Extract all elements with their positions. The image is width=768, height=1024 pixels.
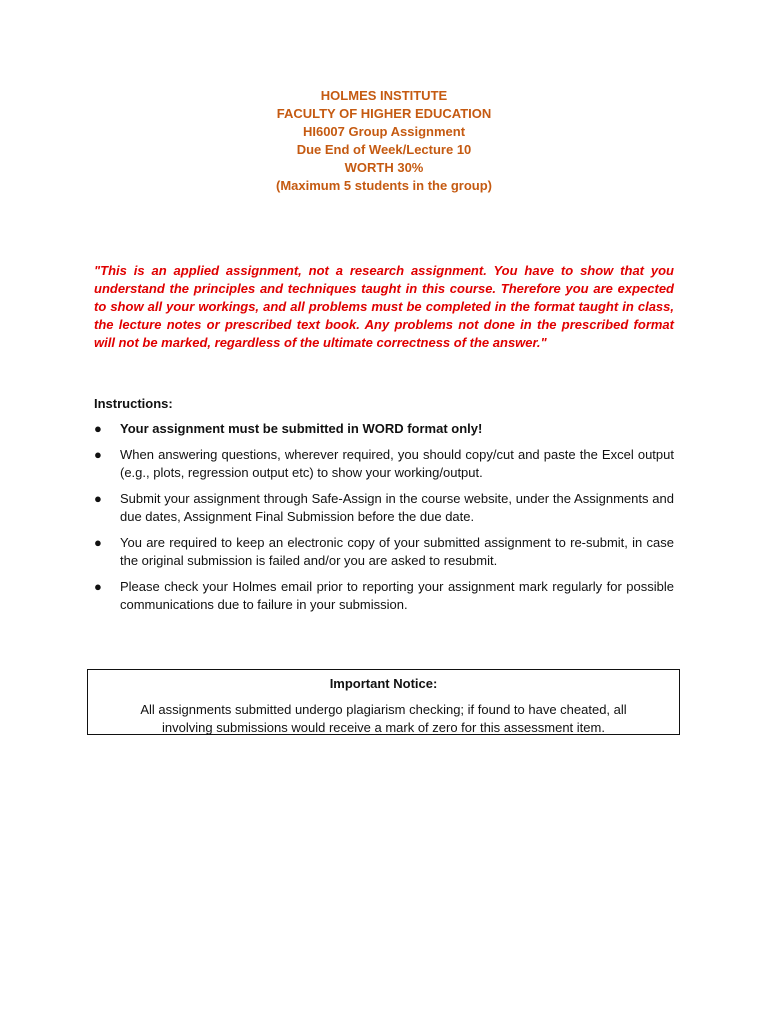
bullet-icon: ● <box>94 447 102 462</box>
applied-assignment-quote: "This is an applied assignment, not a research assignment. You have to show that you understand the principles and techniques taught in this course. Therefore you are expected to show all your workings, and all problems must be completed in the format taught in class, the lecture notes or prescribed text book. Any problems not done in the prescribed format will not be marked, regardless of the ultimate correctness of the answer." <box>94 263 674 350</box>
instructions-section <box>94 395 674 622</box>
instruction-item <box>94 534 674 570</box>
notice-title: Important Notice: <box>329 676 438 691</box>
notice-body: All assignments submitted undergo plagiarism checking; if found to have cheated, all involving submissions would receive a mark of zero for this assessment item. <box>140 702 627 735</box>
document-header <box>94 87 674 195</box>
instruction-text: Submit your assignment through Safe-Assign in the course website, under the Assignments and due dates, Assignment Final Submission before the due date. <box>120 491 674 524</box>
instructions-list <box>94 420 674 614</box>
group-size-note: (Maximum 5 students in the group) <box>276 178 492 193</box>
assignment-weight: WORTH 30% <box>344 160 424 175</box>
instruction-item <box>94 446 674 482</box>
assignment-title: HI6007 Group Assignment <box>302 124 466 139</box>
instructions-title: Instructions: <box>94 396 173 411</box>
bullet-icon: ● <box>94 491 102 506</box>
faculty-name: FACULTY OF HIGHER EDUCATION <box>276 106 492 121</box>
bullet-icon: ● <box>94 579 102 594</box>
instruction-text: Please check your Holmes email prior to reporting your assignment mark regularly for possible communications due to failure in your submission. <box>120 579 674 612</box>
important-notice-box <box>87 669 680 735</box>
due-date: Due End of Week/Lecture 10 <box>296 142 472 157</box>
bullet-icon: ● <box>94 535 102 550</box>
instruction-item <box>94 578 674 614</box>
instruction-item <box>94 490 674 526</box>
instruction-text: When answering questions, wherever required, you should copy/cut and paste the Excel output (e.g., plots, regression output etc) to show your working/output. <box>120 447 674 480</box>
bullet-icon: ● <box>94 421 102 436</box>
instruction-text: Your assignment must be submitted in WORD format only! <box>120 421 483 436</box>
instruction-item <box>94 420 674 438</box>
institution-name: HOLMES INSTITUTE <box>320 88 448 103</box>
instruction-text: You are required to keep an electronic copy of your submitted assignment to re-submit, in case the original submission is failed and/or you are asked to resubmit. <box>120 535 674 568</box>
